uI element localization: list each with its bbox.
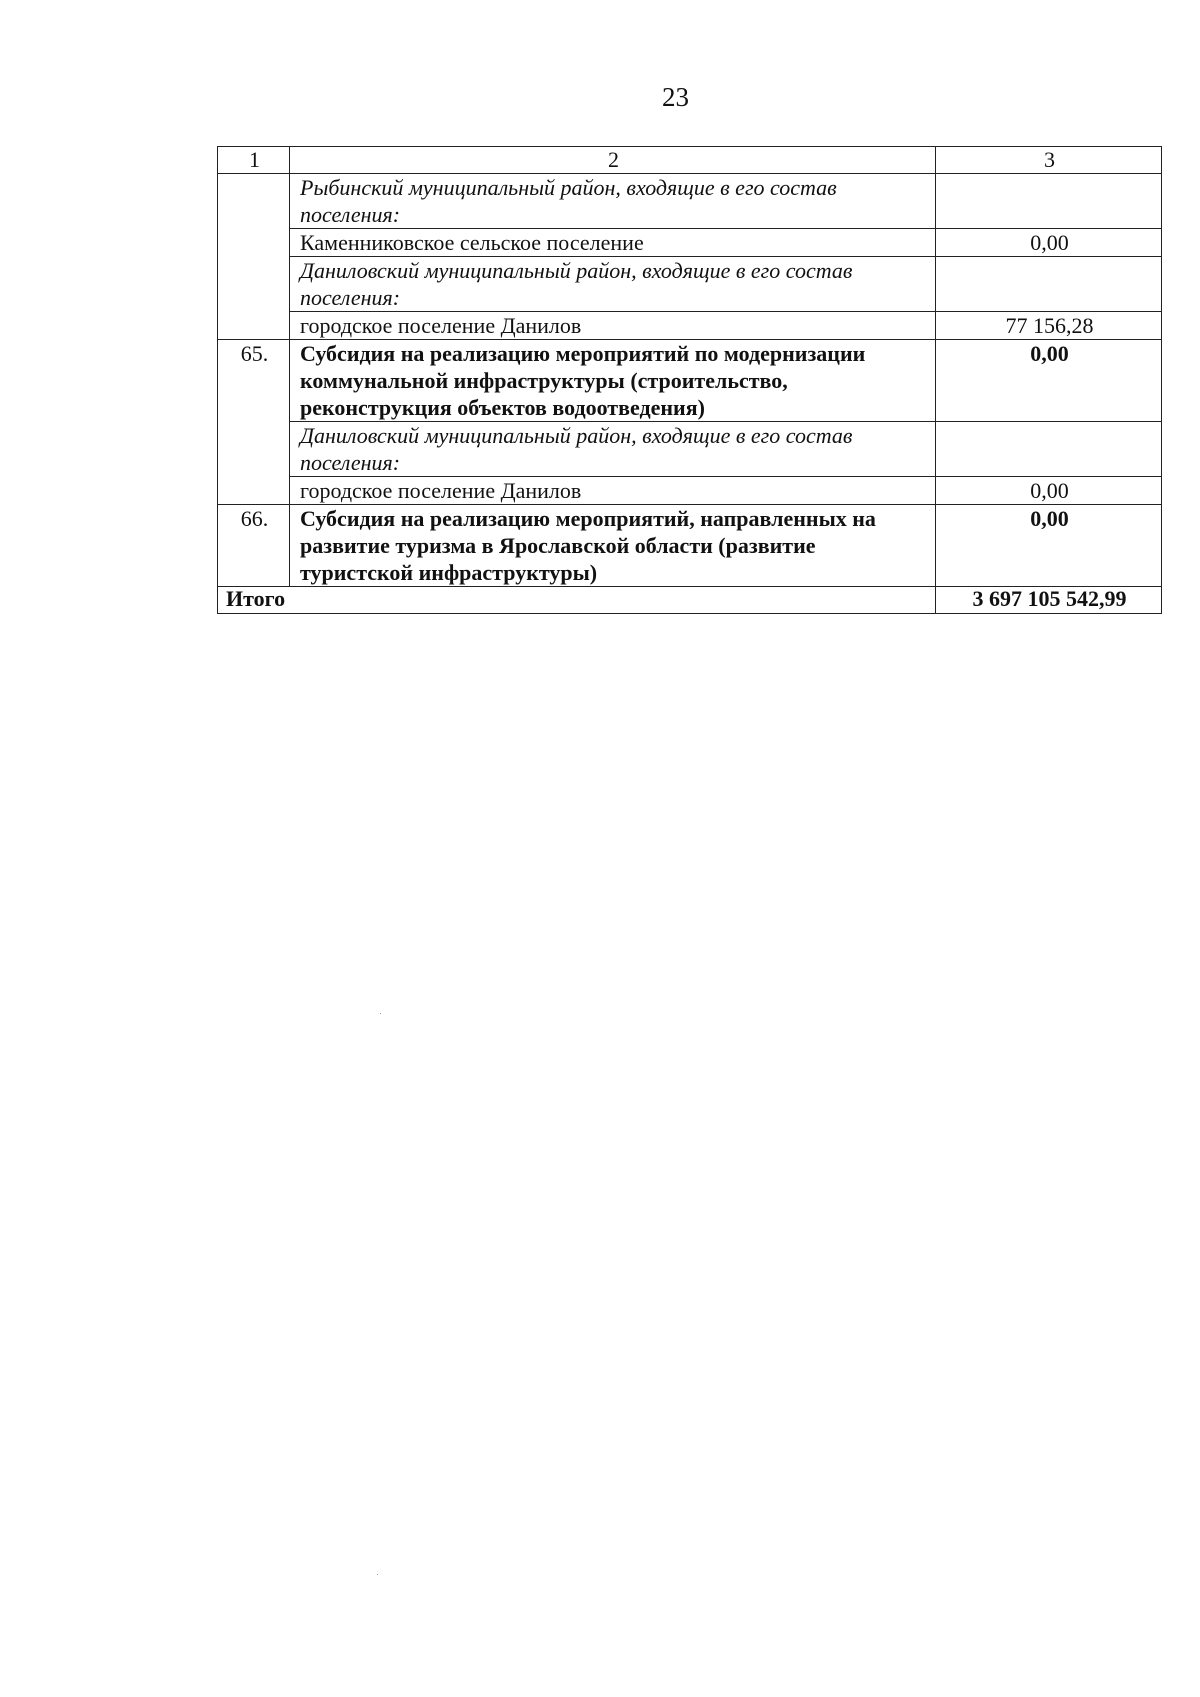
table-row — [218, 340, 1162, 422]
subsidy-title-cell: Субсидия на реализацию мероприятий, направленных на развитие туризма в Ярославской области (развитие туристской инфраструктуры) — [290, 505, 936, 587]
row-number-cell — [218, 174, 290, 340]
value-cell: 0,00 — [936, 229, 1162, 257]
table-row — [218, 477, 1162, 505]
table-row — [218, 422, 1162, 477]
value-cell: 77 156,28 — [936, 312, 1162, 340]
table-row — [218, 257, 1162, 312]
page-number: 23 — [662, 82, 689, 112]
table-row — [218, 229, 1162, 257]
settlement-cell: Каменниковское сельское поселение — [290, 229, 936, 257]
value-cell: 0,00 — [936, 477, 1162, 505]
value-cell — [936, 257, 1162, 312]
subsidy-title-cell: Субсидия на реализацию мероприятий по модернизации коммунальной инфраструктуры (строительство, реконструкция объектов водоотведения) — [290, 340, 936, 422]
header-col-2: 2 — [290, 147, 936, 174]
total-row — [218, 587, 1162, 614]
district-heading-cell: Рыбинский муниципальный район, входящие в его состав поселения: — [290, 174, 936, 229]
value-cell — [936, 422, 1162, 477]
scan-speck — [377, 1574, 378, 1575]
table-row — [218, 174, 1162, 229]
row-number-cell: 65. — [218, 340, 290, 505]
row-number-cell: 66. — [218, 505, 290, 587]
value-cell: 0,00 — [936, 340, 1162, 422]
value-cell — [936, 174, 1162, 229]
scan-speck — [380, 1013, 381, 1014]
header-col-1: 1 — [218, 147, 290, 174]
table-header-row — [218, 147, 1162, 174]
settlement-cell: городское поселение Данилов — [290, 312, 936, 340]
table-row — [218, 312, 1162, 340]
district-heading-cell: Даниловский муниципальный район, входящие в его состав поселения: — [290, 422, 936, 477]
value-cell: 0,00 — [936, 505, 1162, 587]
header-col-3: 3 — [936, 147, 1162, 174]
total-label: Итого — [218, 587, 936, 614]
settlement-cell: городское поселение Данилов — [290, 477, 936, 505]
table-row — [218, 505, 1162, 587]
total-value: 3 697 105 542,99 — [936, 587, 1162, 614]
district-heading-cell: Даниловский муниципальный район, входящие в его состав поселения: — [290, 257, 936, 312]
budget-table — [217, 146, 1162, 614]
